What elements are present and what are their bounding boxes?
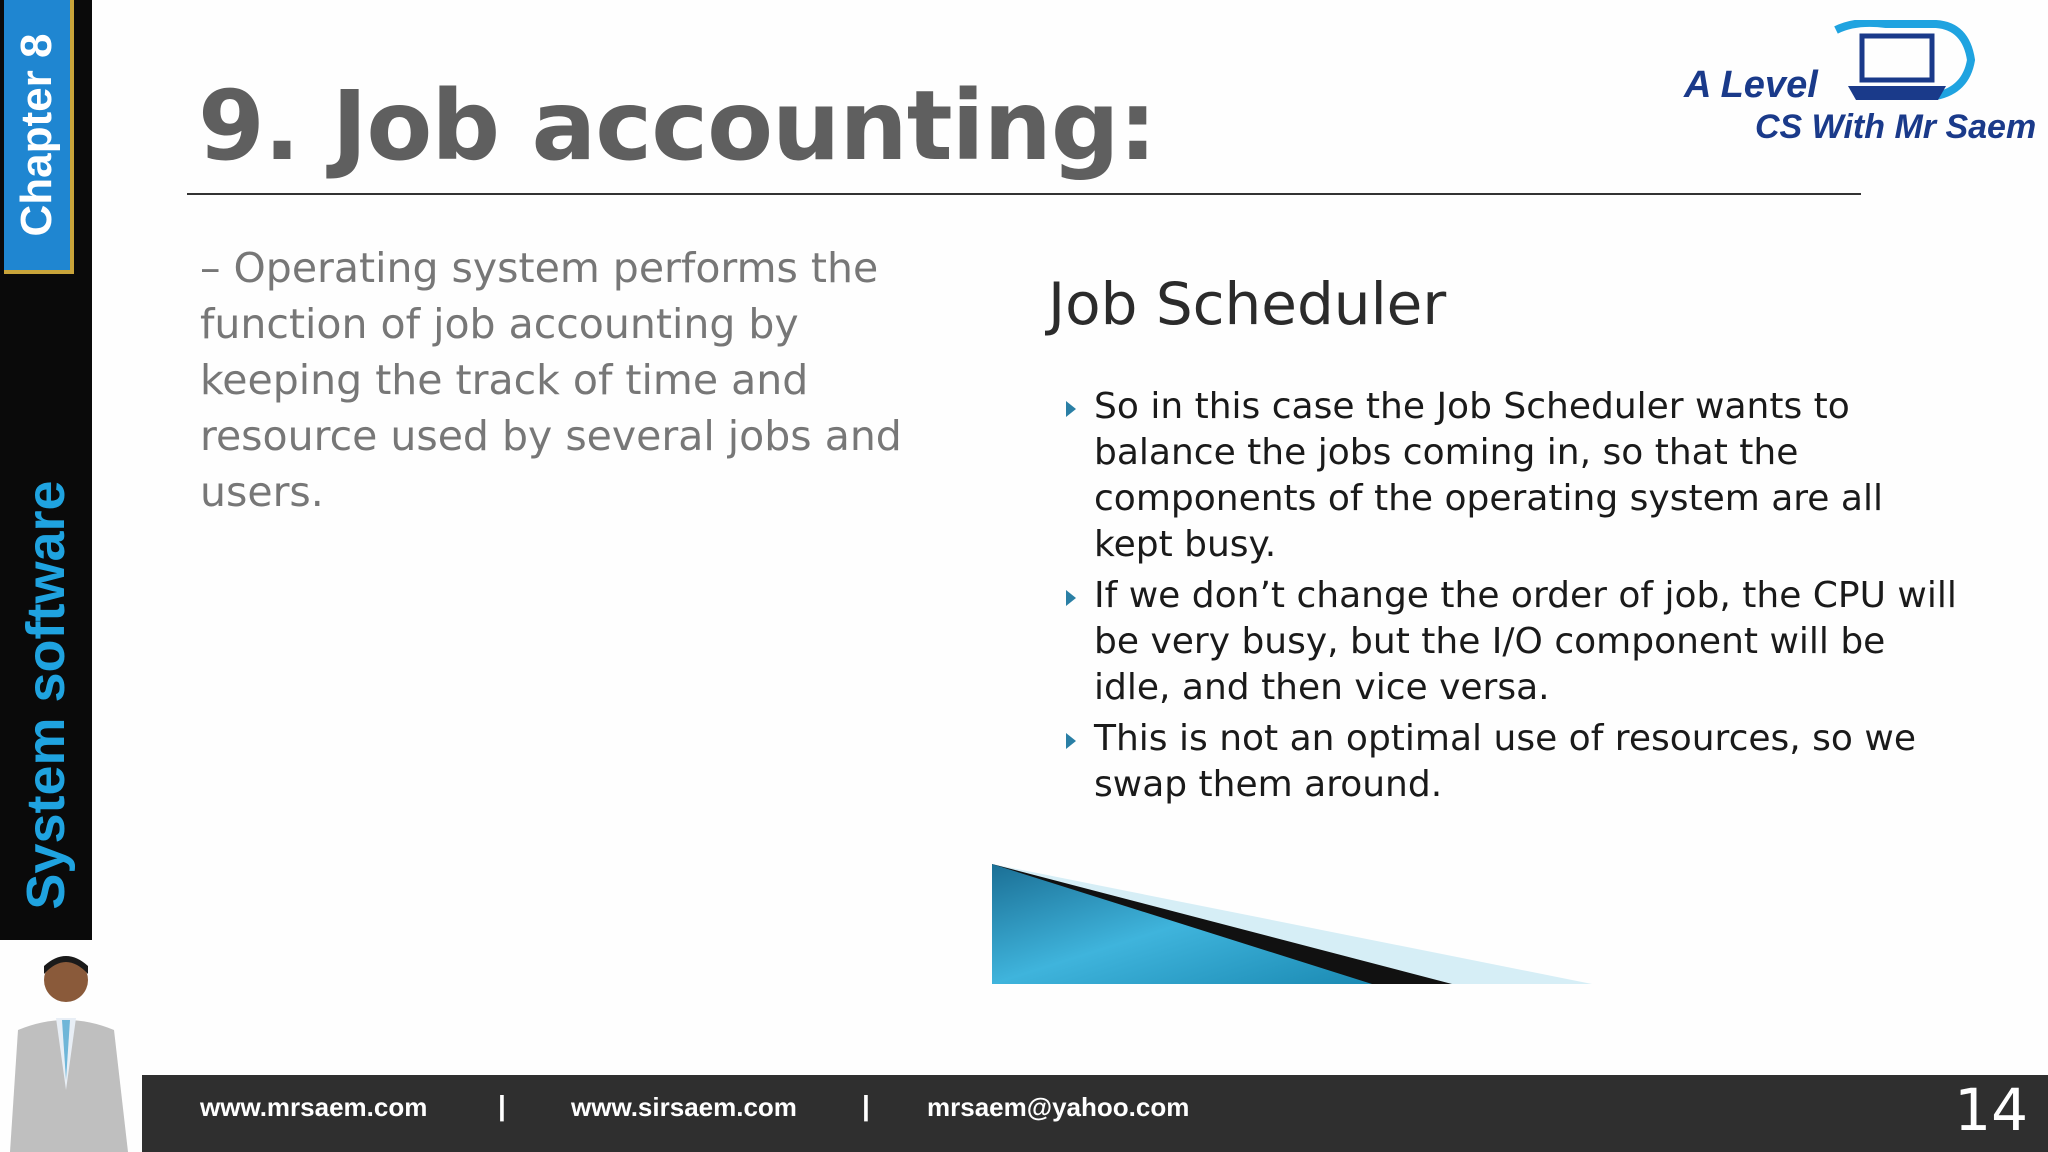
chapter-label: Chapter 8 bbox=[12, 33, 61, 237]
bullet-text: If we don’t change the order of job, the CPU will be very busy, but the I/O component will be idle, and then vice versa. bbox=[1094, 575, 1957, 708]
footer-link-mrsaem[interactable]: www.mrsaem.com bbox=[200, 1092, 428, 1122]
bullet-arrow-icon bbox=[1066, 590, 1076, 606]
embedded-slide-bullets bbox=[1060, 384, 1960, 813]
footer-separator: | bbox=[862, 1090, 870, 1121]
bullet-arrow-icon bbox=[1066, 401, 1076, 417]
presenter-photo bbox=[0, 940, 142, 1152]
footer-separator: | bbox=[498, 1090, 506, 1121]
decorative-wedge bbox=[992, 864, 1592, 984]
embedded-slide-title: Job Scheduler bbox=[1048, 270, 1447, 338]
chapter-tab bbox=[4, 0, 74, 274]
laptop-logo-icon bbox=[1826, 20, 1976, 110]
bullet-text: So in this case the Job Scheduler wants to balance the jobs coming in, so that the components of the operating system are all kept busy. bbox=[1094, 386, 1883, 565]
page-number: 14 bbox=[1954, 1076, 2028, 1144]
logo-text-brand: CS With Mr Saem bbox=[1755, 108, 2037, 146]
slide-title: 9. Job accounting: bbox=[198, 70, 1156, 182]
logo-text-level: A Level bbox=[1684, 64, 1818, 106]
list-item bbox=[1060, 384, 1960, 568]
list-item bbox=[1060, 573, 1960, 711]
footer-email-link[interactable]: mrsaem@yahoo.com bbox=[927, 1092, 1190, 1122]
section-label: System software bbox=[16, 480, 76, 910]
list-item bbox=[1060, 716, 1960, 808]
footer-link-sirsaem[interactable]: www.sirsaem.com bbox=[571, 1092, 797, 1122]
title-divider bbox=[187, 193, 1861, 195]
bullet-arrow-icon bbox=[1066, 733, 1076, 749]
bullet-text: This is not an optimal use of resources, so we swap them around. bbox=[1094, 718, 1916, 805]
slide-body-text: – Operating system performs the function of job accounting by keeping the track of time and resource used by several jobs and users. bbox=[200, 244, 902, 516]
